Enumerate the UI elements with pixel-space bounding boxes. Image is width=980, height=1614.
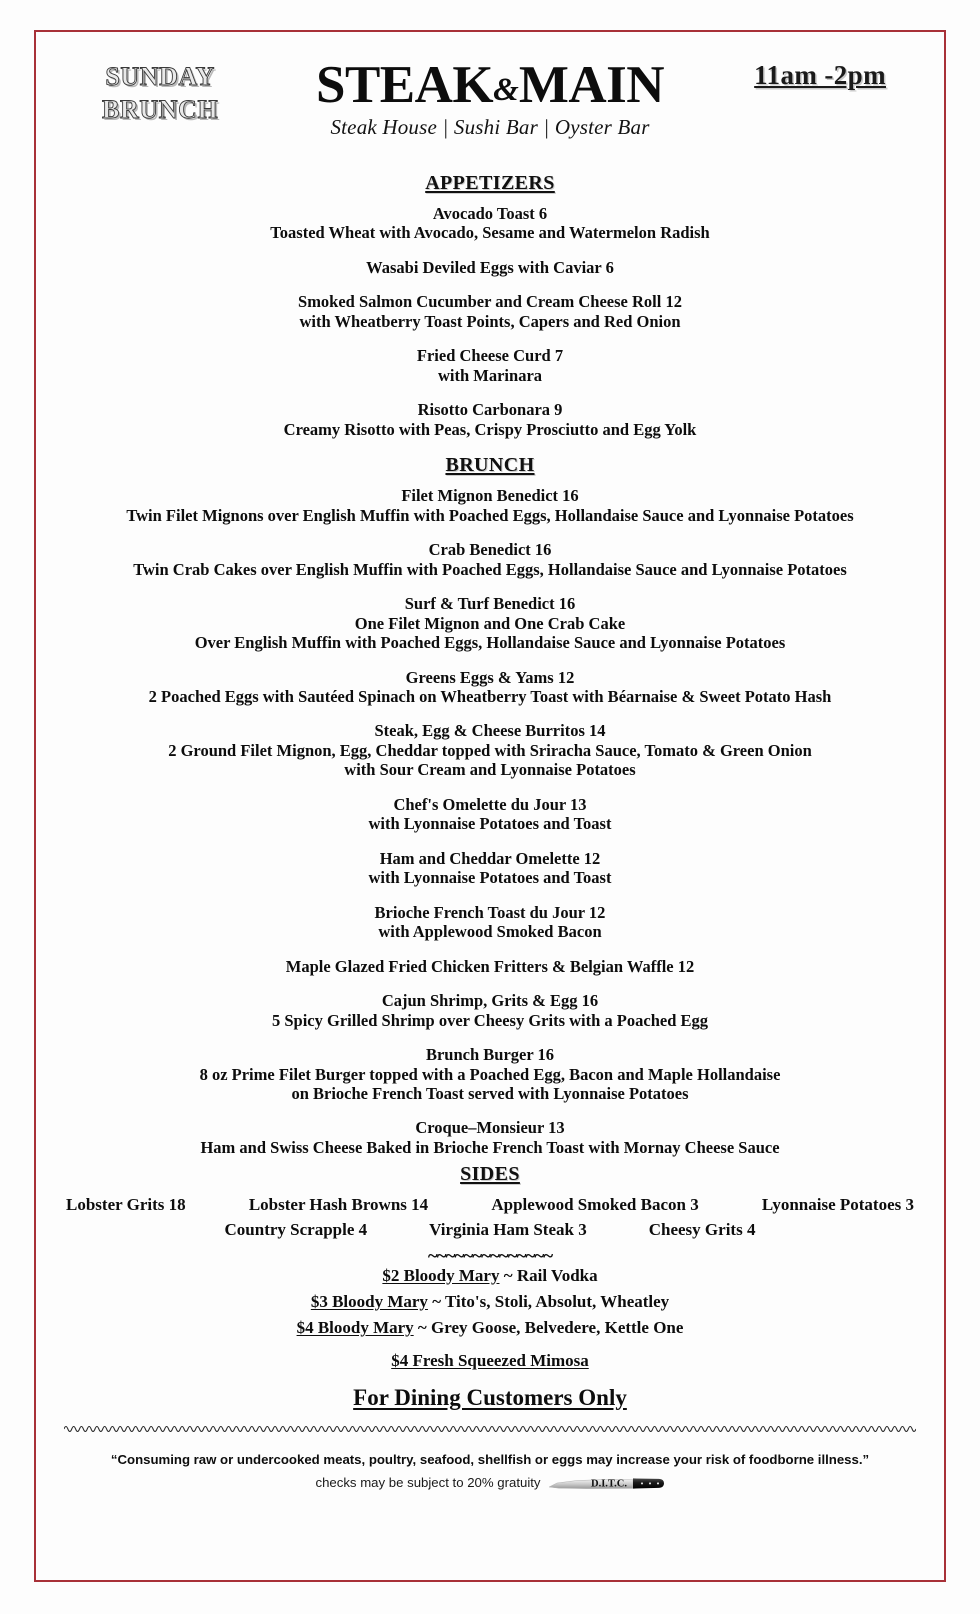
logo-subtitle: Steak House | Sushi Bar | Oyster Bar [330, 114, 650, 139]
bloody-mary-list [64, 1266, 916, 1339]
wave-divider [64, 1423, 916, 1435]
menu-item-description: One Filet Mignon and One Crab Cake [354, 613, 626, 633]
menu-item-name: Risotto Carbonara 9 [417, 400, 563, 420]
menu-item-description: Creamy Risotto with Peas, Crispy Prosciutto and Egg Yolk [283, 419, 697, 439]
menu-item-name: Wasabi Deviled Eggs with Caviar 6 [366, 257, 614, 277]
menu-item-name: Fried Cheese Curd 7 [416, 346, 564, 366]
section-title: BRUNCH [445, 454, 535, 477]
mimosa-line: $4 Fresh Squeezed Mimosa [391, 1350, 589, 1370]
side-item: Cheesy Grits 4 [648, 1220, 756, 1240]
menu-item-description: 2 Ground Filet Mignon, Egg, Cheddar topped with Sriracha Sauce, Tomato & Green Onion [168, 740, 812, 760]
menu-item-description: on Brioche French Toast served with Lyonnaise Potatoes [291, 1084, 689, 1103]
dining-customers-only: For Dining Customers Only [353, 1384, 627, 1410]
bloody-mary-price-label: $2 Bloody Mary [382, 1265, 500, 1285]
menu-item-description: 5 Spicy Grilled Shrimp over Cheesy Grits with a Poached Egg [271, 1010, 709, 1030]
menu-item [64, 1118, 916, 1157]
tilde-divider: ~~~~~~~~~~~~~~ [427, 1246, 553, 1268]
menu-item [64, 594, 916, 652]
side-item: Applewood Smoked Bacon 3 [491, 1195, 699, 1215]
occasion-line-2: BRUNCH [102, 95, 219, 125]
side-item: Lobster Hash Browns 14 [248, 1195, 429, 1215]
menu-item [64, 540, 916, 579]
menu-item-name: Brioche French Toast du Jour 12 [374, 902, 606, 922]
bloody-mary-brands: Grey Goose, Belvedere, Kettle One [431, 1318, 684, 1338]
menu-item-description: Toasted Wheat with Avocado, Sesame and Watermelon Radish [270, 223, 710, 243]
menu-item [64, 849, 916, 888]
svg-text:D.I.T.C.: D.I.T.C. [590, 1478, 627, 1490]
menu-item-description: with Sour Cream and Lyonnaise Potatoes [344, 760, 636, 780]
menu-item-name: Avocado Toast 6 [432, 204, 548, 223]
menu-item [64, 903, 916, 942]
menu-item [64, 1045, 916, 1103]
menu-item-description: 8 oz Prime Filet Burger topped with a Poached Egg, Bacon and Maple Hollandaise [199, 1064, 781, 1084]
ditc-knife-icon [547, 1472, 665, 1494]
menu-item [64, 991, 916, 1030]
menu-item-description: Ham and Swiss Cheese Baked in Brioche French Toast with Mornay Cheese Sauce [200, 1137, 780, 1157]
menu-item [64, 957, 916, 976]
menu-item-name: Cajun Shrimp, Grits & Egg 16 [381, 991, 599, 1011]
menu-item-description: Over English Muffin with Poached Eggs, Hollandaise Sauce and Lyonnaise Potatoes [194, 633, 786, 653]
logo-steak: STEAK [315, 56, 494, 114]
menu-item-description: with Applewood Smoked Bacon [378, 922, 602, 942]
menu-item-description: with Lyonnaise Potatoes and Toast [368, 814, 612, 834]
service-hours: 11am -2pm [754, 60, 886, 90]
bloody-mary-brands: Tito's, Stoli, Absolut, Wheatley [444, 1291, 670, 1311]
bloody-mary-price-label: $3 Bloody Mary [310, 1291, 428, 1311]
bloody-mary-line [64, 1318, 916, 1338]
bloody-mary-price-label: $4 Bloody Mary [296, 1318, 414, 1338]
menu-item-name: Brunch Burger 16 [425, 1045, 555, 1065]
section-title: APPETIZERS [425, 172, 555, 194]
menu-item [64, 721, 916, 779]
occasion-line-1: SUNDAY [105, 62, 215, 91]
side-item: Country Scrapple 4 [224, 1220, 368, 1240]
menu-header [64, 48, 916, 166]
food-safety-disclaimer: “Consuming raw or undercooked meats, poultry, seafood, shellfish or eggs may increase your risk of foodborne illness.” [110, 1451, 870, 1467]
menu-item-name: Maple Glazed Fried Chicken Fritters & Belgian Waffle 12 [285, 956, 695, 976]
menu-item-description: with Marinara [437, 365, 543, 385]
bloody-mary-line [64, 1292, 916, 1312]
menu-item [64, 204, 916, 243]
gratuity-row [64, 1472, 916, 1494]
menu-item-description: Twin Crab Cakes over English Muffin with Poached Eggs, Hollandaise Sauce and Lyonnaise Potatoes [133, 559, 847, 579]
bloody-mary-separator: ~ [427, 1291, 445, 1311]
side-item: Lobster Grits 18 [66, 1195, 186, 1215]
gratuity-note: checks may be subject to 20% gratuity [315, 1475, 541, 1491]
menu-item-name: Croque–Monsieur 13 [415, 1118, 565, 1138]
bloody-mary-separator: ~ [413, 1318, 432, 1338]
menu-item-name: Ham and Cheddar Omelette 12 [379, 848, 601, 868]
logo-main-word: MAIN [518, 56, 665, 114]
menu-item-description: Twin Filet Mignons over English Muffin with Poached Eggs, Hollandaise Sauce and Lyonnaise Potatoes [126, 505, 854, 525]
menu-item-name: Chef's Omelette du Jour 13 [393, 794, 587, 814]
menu-item [64, 346, 916, 385]
logo-ampersand: & [493, 72, 519, 108]
menu-item [64, 400, 916, 439]
menu-item [64, 258, 916, 277]
bloody-mary-separator: ~ [499, 1265, 517, 1285]
menu-sections [64, 172, 916, 1157]
side-item: Lyonnaise Potatoes 3 [761, 1195, 914, 1215]
menu-item-description: with Lyonnaise Potatoes and Toast [368, 868, 612, 888]
menu-item-name: Surf & Turf Benedict 16 [404, 594, 576, 614]
menu-item [64, 486, 916, 525]
bloody-mary-brands: Rail Vodka [516, 1265, 598, 1285]
menu-item-description: 2 Poached Eggs with Sautéed Spinach on Wheatberry Toast with Béarnaise & Sweet Potato Hash [148, 686, 832, 706]
menu-item [64, 795, 916, 834]
menu-item-name: Steak, Egg & Cheese Burritos 14 [374, 721, 606, 741]
menu-item-name: Smoked Salmon Cucumber and Cream Cheese Roll 12 [298, 292, 682, 312]
sides-row-1 [64, 1195, 916, 1215]
section-title-sides: SIDES [460, 1163, 520, 1186]
sides-row-2 [64, 1220, 916, 1240]
menu-item-name: Greens Eggs & Yams 12 [405, 667, 575, 687]
menu-item-name: Crab Benedict 16 [428, 540, 552, 560]
menu-item [64, 292, 916, 331]
menu-item [64, 668, 916, 707]
menu-item-name: Filet Mignon Benedict 16 [401, 486, 579, 506]
menu-item-description: with Wheatberry Toast Points, Capers and Red Onion [299, 311, 681, 331]
bloody-mary-line [64, 1266, 916, 1286]
side-item: Virginia Ham Steak 3 [429, 1220, 587, 1240]
